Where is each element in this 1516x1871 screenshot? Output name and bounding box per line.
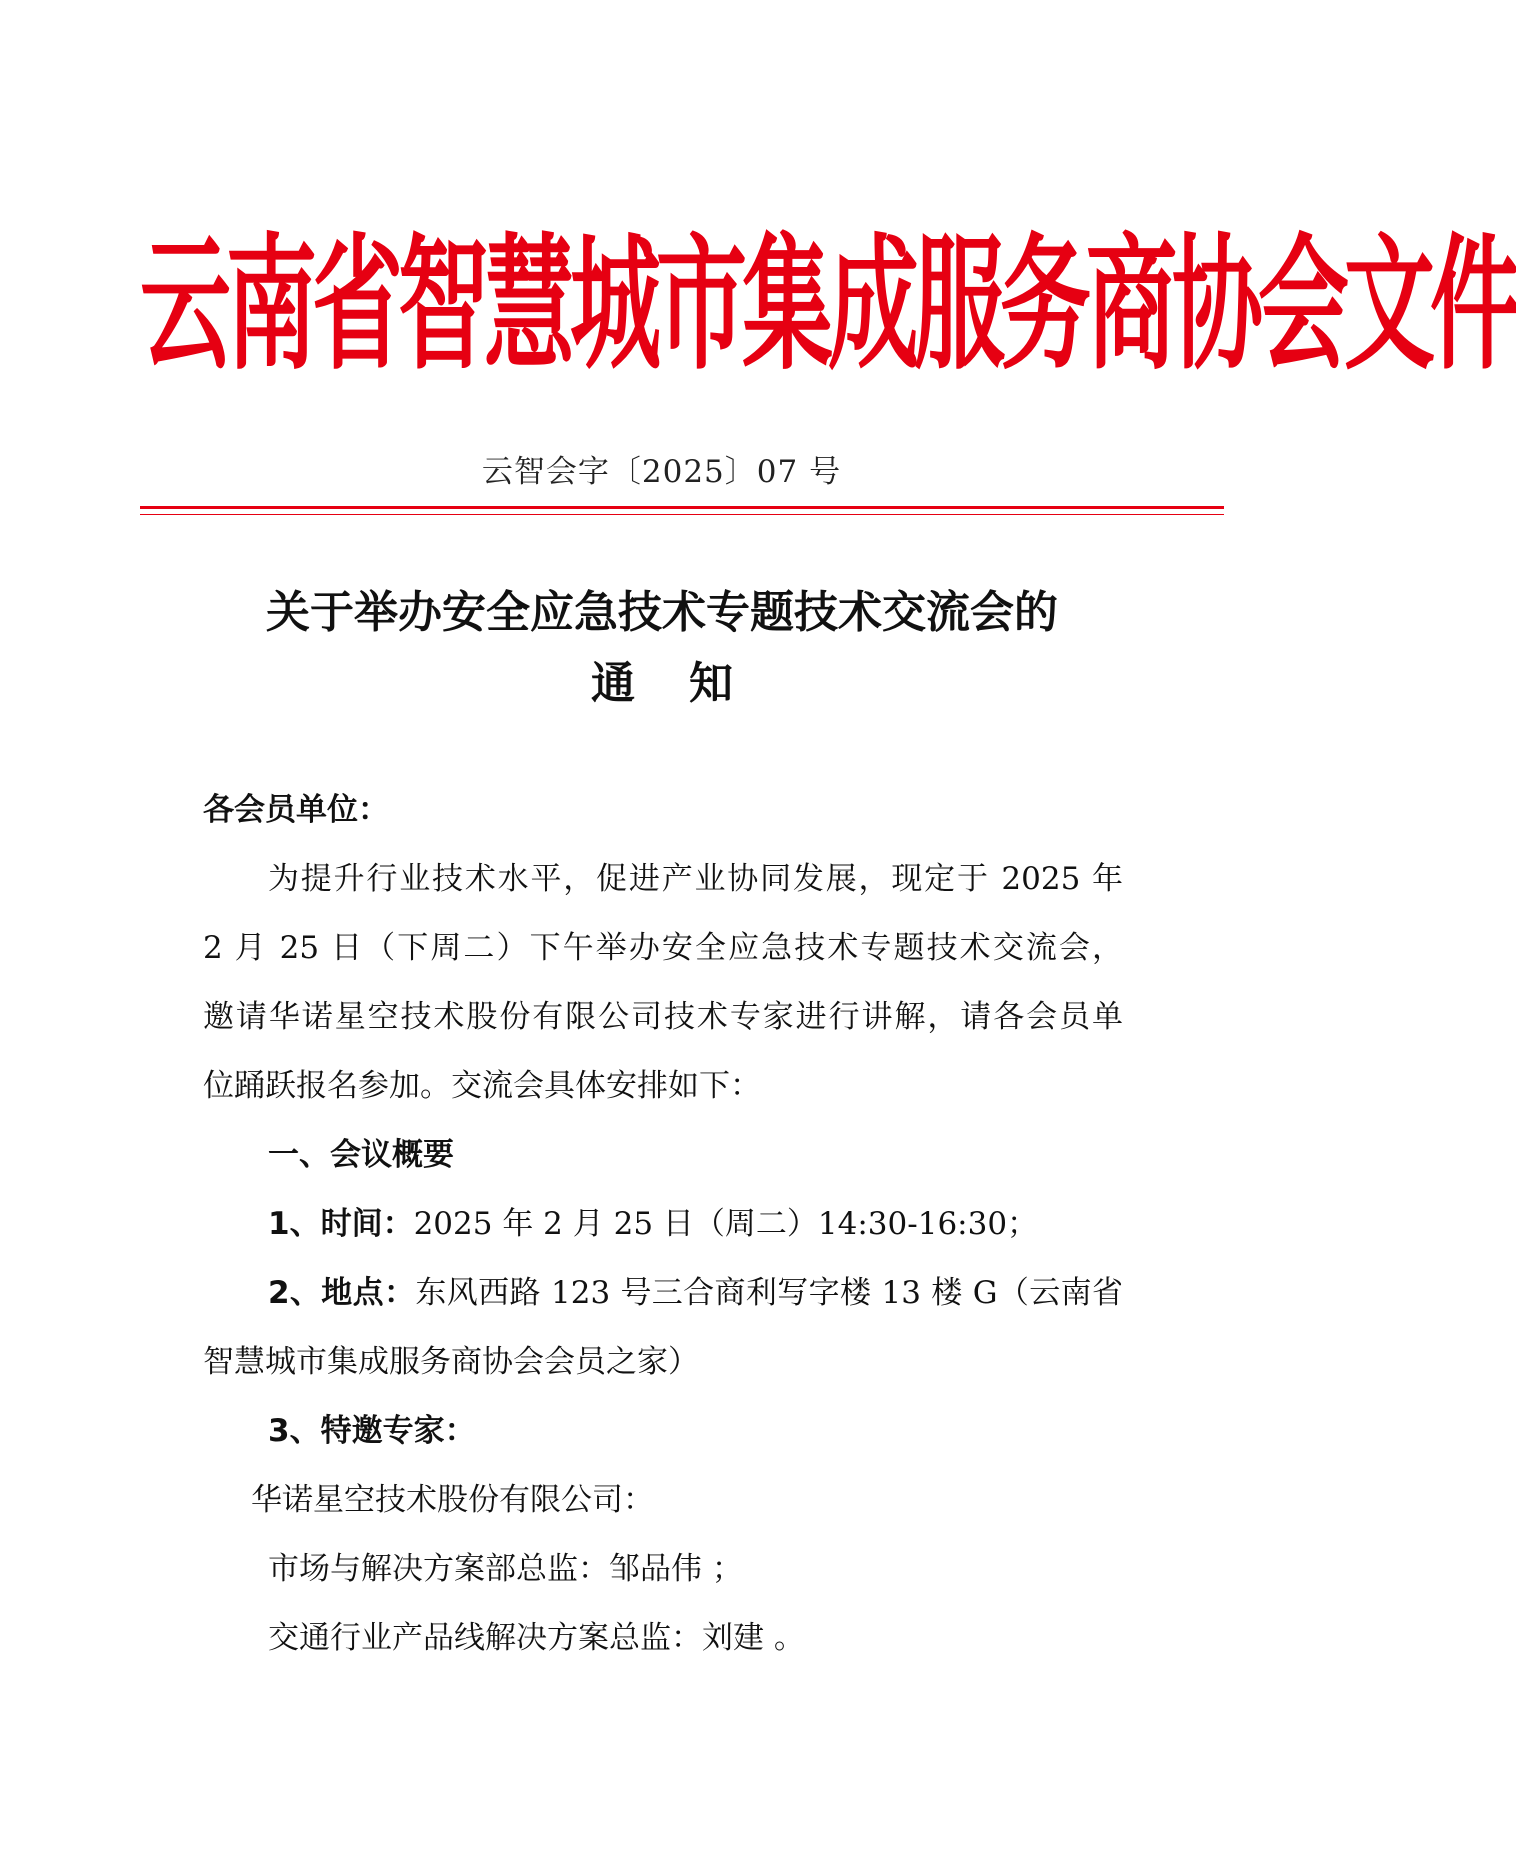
meeting-time-label: 1、时间： — [268, 1206, 414, 1242]
meeting-place — [268, 1271, 1123, 1315]
meeting-place-continued: 智慧城市集成服务商协会会员之家） — [203, 1344, 699, 1380]
red-divider-thick — [140, 506, 1224, 509]
meeting-place-value-1: 东风西路 123 号三合商利写字楼 13 楼 G（云南省 — [415, 1275, 1123, 1311]
meeting-time-value: 2025 年 2 月 25 日（周二）14:30-16:30； — [413, 1206, 1039, 1242]
red-divider-thin — [140, 514, 1224, 515]
intro-line-4: 位踊跃报名参加。交流会具体安排如下： — [203, 1068, 761, 1104]
salutation: 各会员单位： — [203, 792, 389, 828]
intro-line-1: 为提升行业技术水平，促进产业协同发展，现定于 2025 年 — [268, 861, 1123, 897]
expert-1: 市场与解决方案部总监：邹品伟 ； — [268, 1551, 743, 1587]
section-heading-overview: 一、会议概要 — [268, 1137, 454, 1173]
expert-2: 交通行业产品线解决方案总监：刘建 。 — [268, 1620, 805, 1656]
meeting-time — [268, 1202, 1038, 1246]
expert-company: 华诺星空技术股份有限公司： — [251, 1482, 654, 1518]
experts-label: 3、特邀专家： — [268, 1413, 476, 1449]
notice-title-line-2: 通知 — [591, 658, 787, 709]
intro-line-2: 2 月 25 日（下周二）下午举办安全应急技术专题技术交流会， — [203, 930, 1123, 966]
meeting-place-label: 2、地点： — [268, 1275, 416, 1311]
notice-title-line-1: 关于举办安全应急技术专题技术交流会的 — [266, 587, 1058, 638]
masthead-title: 云南省智慧城市集成服务商协会文件 — [140, 222, 1516, 391]
intro-line-3: 邀请华诺星空技术股份有限公司技术专家进行讲解，请各会员单 — [203, 999, 1123, 1035]
document-number: 云智会字〔2025〕07 号 — [481, 454, 842, 490]
